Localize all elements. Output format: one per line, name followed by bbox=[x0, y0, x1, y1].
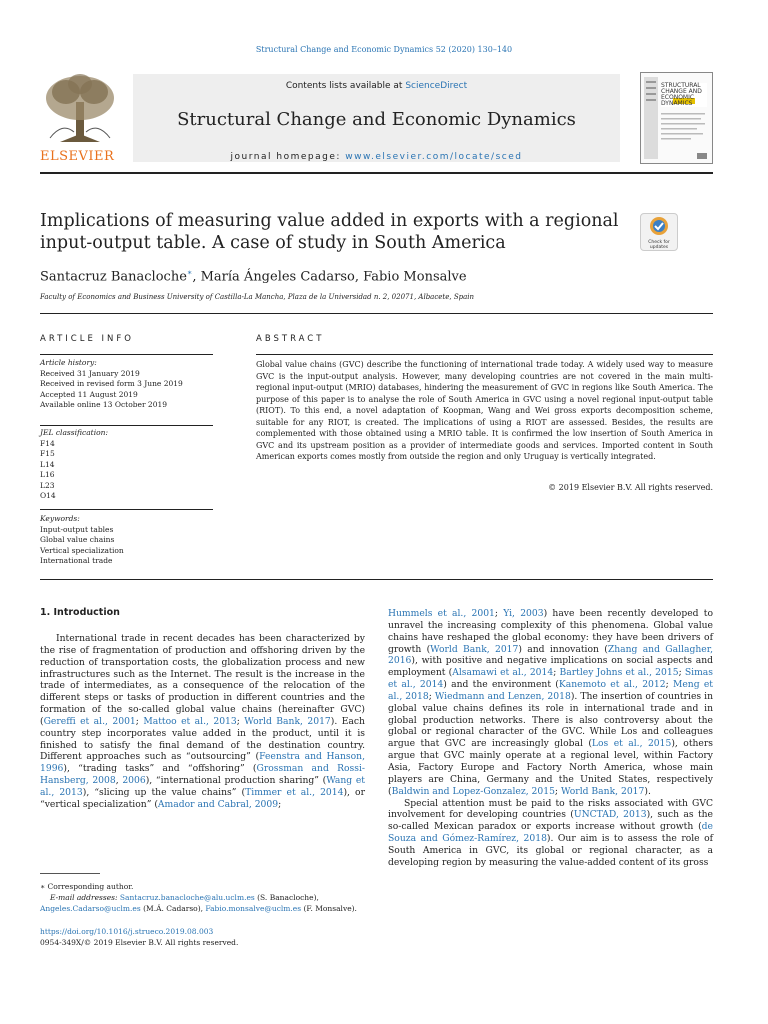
email-owner: (S. Banacloche), bbox=[254, 893, 319, 902]
keyword: International trade bbox=[40, 556, 113, 565]
keyword: Input-output tables bbox=[40, 524, 114, 534]
citation-link[interactable]: Simas et al., 2014 bbox=[388, 667, 713, 691]
citation-link[interactable]: Los et al., 2015 bbox=[591, 738, 672, 750]
email-owner: (M.Á. Cadarso), bbox=[140, 904, 206, 913]
email-line bbox=[40, 903, 370, 914]
article-title-line: Implications of measuring value added in exports with a regional bbox=[40, 211, 619, 231]
citation-link[interactable]: UNCTAD, 2013 bbox=[573, 809, 647, 821]
citation-link[interactable]: World Bank, 2017 bbox=[244, 715, 331, 727]
contents-prefix: Contents lists available at bbox=[285, 81, 406, 91]
keywords bbox=[40, 514, 213, 567]
affiliation-rule bbox=[40, 313, 713, 314]
doi-block bbox=[40, 926, 370, 948]
citation-link[interactable]: Meng et al., 2018 bbox=[388, 679, 713, 702]
corresponding-author-link[interactable]: ∗ bbox=[186, 268, 193, 277]
body-text: Special attention must be paid to the risks associated with GVC involvement for developing countries ( bbox=[388, 797, 713, 821]
sciencedirect-link[interactable]: ScienceDirect bbox=[405, 81, 468, 91]
citation-link[interactable]: Wang et al., 2013 bbox=[40, 775, 365, 798]
article-title-line: input-output table. A case of study in South America bbox=[40, 233, 506, 253]
journal-homepage bbox=[133, 152, 620, 162]
email-link[interactable]: Angeles.Cadarso@uclm.es bbox=[40, 904, 141, 913]
history-item: Received in revised form 3 June 2019 bbox=[40, 379, 183, 388]
affiliation: Faculty of Economics and Business University of Castilla-La Mancha, Plaza de la Universidad n. 2, 02071, Albacete, Spain bbox=[40, 293, 475, 301]
jel-code: L14 bbox=[40, 459, 55, 469]
article-title bbox=[40, 210, 620, 254]
masthead-rule bbox=[40, 172, 713, 174]
issn-line: 0954-349X/© 2019 Elsevier B.V. All rights reserved. bbox=[40, 938, 239, 947]
homepage-link[interactable]: www.elsevier.com/locate/sced bbox=[345, 152, 523, 162]
jel-rule bbox=[40, 425, 213, 426]
body-text: ; bbox=[135, 715, 144, 727]
check-for-updates-button[interactable] bbox=[640, 213, 678, 251]
body-text: ; bbox=[278, 798, 282, 810]
author-name: Santacruz Banacloche bbox=[40, 269, 187, 285]
footnote-rule bbox=[40, 873, 100, 874]
citation-link[interactable]: de Souza and Gómez-Ramírez, 2018 bbox=[388, 821, 713, 845]
keyword: Vertical specialization bbox=[40, 545, 124, 555]
email-owner: (F. Monsalve). bbox=[301, 904, 357, 913]
history-item: Available online 13 October 2019 bbox=[40, 400, 168, 409]
contents-line bbox=[133, 81, 620, 91]
citation-link[interactable]: Gereffi et al., 2001 bbox=[43, 715, 136, 727]
journal-banner bbox=[133, 74, 620, 162]
citation-link[interactable]: Bartley Johns et al., 2015 bbox=[559, 667, 679, 679]
keyword: Global value chains bbox=[40, 535, 115, 544]
email-link[interactable]: Santacruz.banacloche@alu.uclm.es bbox=[119, 893, 255, 902]
body-text: ; bbox=[678, 667, 685, 679]
body-text: ), “international production sharing” ( bbox=[145, 775, 327, 787]
jel-code: L23 bbox=[40, 480, 55, 490]
email-label: E-mail addresses: bbox=[50, 893, 120, 902]
body-text: ), or “vertical specialization” ( bbox=[40, 786, 365, 810]
corresponding-author-note: ∗ Corresponding author. bbox=[40, 882, 134, 891]
check-updates-label: Check for updates bbox=[648, 240, 670, 250]
citation-link[interactable]: Yi, 2003 bbox=[503, 608, 544, 619]
abstract-rule bbox=[256, 354, 713, 355]
citation-link[interactable]: Grossman and Rossi-Hansberg, 2008 bbox=[40, 763, 365, 787]
body-text: ; bbox=[236, 715, 245, 727]
intro-paragraph bbox=[40, 633, 365, 811]
elsevier-wordmark: ELSEVIER bbox=[40, 149, 115, 164]
citation-link[interactable]: Baldwin and Lopez-Gonzalez, 2015 bbox=[391, 785, 555, 797]
body-text: ), with positive and negative implications on social aspects and employment ( bbox=[388, 655, 713, 679]
body-text: ) have been recently developed to unravel the increasing complexity of this phenomena. Global value chains have reshaped the global economy: they have been drivers of growth ( bbox=[388, 608, 713, 655]
citation-link[interactable]: Kanemoto et al., 2012 bbox=[558, 679, 666, 691]
body-text: ). bbox=[644, 785, 651, 797]
intro-paragraph bbox=[388, 608, 713, 798]
body-text: ), “slicing up the value chains” ( bbox=[82, 786, 246, 798]
body-text: ; bbox=[494, 608, 504, 619]
jel-code: O14 bbox=[40, 491, 56, 500]
body-text: ). Our aim is to assess the role of South America in GVC, its global or regional character, as a developing region by measuring the value-added content of its gross bbox=[388, 833, 714, 868]
elsevier-logo[interactable] bbox=[40, 72, 120, 164]
body-text: ; bbox=[553, 667, 560, 679]
article-info-rule bbox=[40, 354, 213, 355]
email-line bbox=[40, 892, 370, 903]
history-item: Received 31 January 2019 bbox=[40, 368, 140, 378]
cover-title bbox=[661, 83, 702, 107]
cover-title-line: ECONOMIC bbox=[661, 94, 695, 101]
author-list bbox=[40, 268, 467, 284]
doi-link[interactable]: https://doi.org/10.1016/j.strueco.2019.08.003 bbox=[40, 927, 214, 936]
intro-paragraph bbox=[388, 798, 713, 869]
body-text: ). The insertion of countries in global value chains defines its role in international trade and in global production networks. There is also controversy about the global or regional character of the GVC. While Los and colleagues argue that GVC are increasingly global ( bbox=[388, 690, 714, 750]
email-link[interactable]: Fabio.monsalve@uclm.es bbox=[205, 904, 302, 913]
citation-link[interactable]: 2006 bbox=[122, 775, 146, 787]
journal-title: Structural Change and Economic Dynamics bbox=[177, 109, 576, 130]
jel-code: F15 bbox=[40, 449, 55, 458]
copyright: © 2019 Elsevier B.V. All rights reserved. bbox=[548, 483, 713, 492]
homepage-prefix: journal homepage: bbox=[230, 152, 346, 162]
body-text: ; bbox=[428, 690, 435, 702]
citation-link[interactable]: Mattoo et al., 2013 bbox=[143, 715, 237, 727]
citation-link[interactable]: Timmer et al., 2014 bbox=[245, 786, 344, 798]
body-text: ; bbox=[665, 679, 673, 691]
history-item: Accepted 11 August 2019 bbox=[40, 389, 138, 399]
section-heading-introduction: 1. Introduction bbox=[40, 607, 120, 618]
body-text: ), such as the so-called Mexican paradox or exports increase without growth ( bbox=[388, 809, 713, 833]
body-text: ; bbox=[554, 785, 561, 797]
jel-code: L16 bbox=[40, 470, 55, 479]
body-text: ). Each country step incorporates value added in the product, until it is finished to satisfy the final demand of the destination country. Different approaches such as “outsourcing” ( bbox=[40, 715, 365, 763]
jel-classification bbox=[40, 428, 213, 502]
citation-link[interactable]: Feenstra and Hanson, 1996 bbox=[40, 751, 366, 775]
body-text: International trade in recent decades has been characterized by the rise of fragmentation of production and offshoring driven by the reduction of transportation costs, the globalization process and new infrastructures such as the Internet. The result is the increase in the trade of intermediates, as a consequence of the relocation of the different steps or tasks of production in different countries and the formation of the so-called global value chains (hereinafter GVC) ( bbox=[40, 633, 365, 727]
body-text: , bbox=[115, 775, 123, 787]
body-text: ) and innovation ( bbox=[518, 643, 608, 655]
article-history bbox=[40, 358, 213, 411]
body-text: ) and the environment ( bbox=[443, 679, 559, 691]
article-info-label: ARTICLE INFO bbox=[40, 334, 134, 344]
masthead bbox=[40, 72, 713, 164]
citation-link[interactable]: Amador and Cabral, 2009 bbox=[157, 798, 279, 810]
cover-title-line: DYNAMICS bbox=[661, 100, 693, 107]
keywords-rule bbox=[40, 509, 213, 510]
author-names-rest: , María Ángeles Cadarso, Fabio Monsalve bbox=[192, 269, 467, 285]
citation-link[interactable]: World Bank, 2017 bbox=[430, 643, 519, 655]
journal-reference[interactable]: Structural Change and Economic Dynamics 52 (2020) 130–140 bbox=[255, 45, 513, 54]
citation-link[interactable]: Zhang and Gallagher, 2016 bbox=[388, 643, 713, 667]
citation-link[interactable]: Wiedmann and Lenzen, 2018 bbox=[434, 690, 571, 702]
history-heading: Article history: bbox=[40, 358, 97, 367]
abstract-label: ABSTRACT bbox=[256, 334, 325, 344]
elsevier-tree-icon bbox=[40, 72, 120, 144]
jel-heading: JEL classification: bbox=[40, 428, 108, 437]
citation-link[interactable]: Alsamawi et al., 2014 bbox=[452, 667, 554, 679]
intro-left-column bbox=[40, 633, 365, 811]
jel-code: F14 bbox=[40, 438, 55, 448]
check-updates-icon bbox=[649, 216, 669, 236]
keywords-heading: Keywords: bbox=[40, 514, 80, 523]
citation-link[interactable]: World Bank, 2017 bbox=[560, 785, 645, 797]
footnotes bbox=[40, 881, 370, 914]
body-text: ), “trading tasks” and “offshoring” ( bbox=[63, 763, 257, 775]
abstract-text: Global value chains (GVC) describe the functioning of international trade today. A widely used way to measure GVC is the input-output analysis. However, many developing countries are not covered in the main multi-regional input-output (MRIO) databases, hindering the measurement of GVC in regions like South America. The purpose of this paper is to analyse the role of South America in GVC using a novel regional input-output table (RIOT). To this end, a novel adaptation of Koopman, Wang and Wei gross exports decomposition scheme, suitable for any RIOT, is created. The implications of using a RIOT are assessed. Besides, the results are complemented with those obtained using a MRIO table. It is confirmed the low insertion of South America in GVC and its upstream position as a provider of intermediate goods and services. Imported content in South American exports comes mostly from outside the region and only Uruguay is vertically integrated. bbox=[256, 360, 713, 461]
intro-right-column bbox=[388, 608, 713, 869]
body-text: ), others argue that GVC mainly operate at a regional level, within Factory Asia, Factory Europe and Factory North America, whose main players are China, Germany and the United States, respectively ( bbox=[388, 738, 713, 797]
cover-title-line: STRUCTURAL bbox=[661, 82, 701, 89]
journal-cover-thumbnail[interactable] bbox=[640, 72, 713, 164]
frontmatter-rule bbox=[40, 579, 713, 580]
cover-title-line: CHANGE AND bbox=[661, 88, 702, 95]
citation-link[interactable]: Hummels et al., 2001 bbox=[388, 608, 495, 619]
